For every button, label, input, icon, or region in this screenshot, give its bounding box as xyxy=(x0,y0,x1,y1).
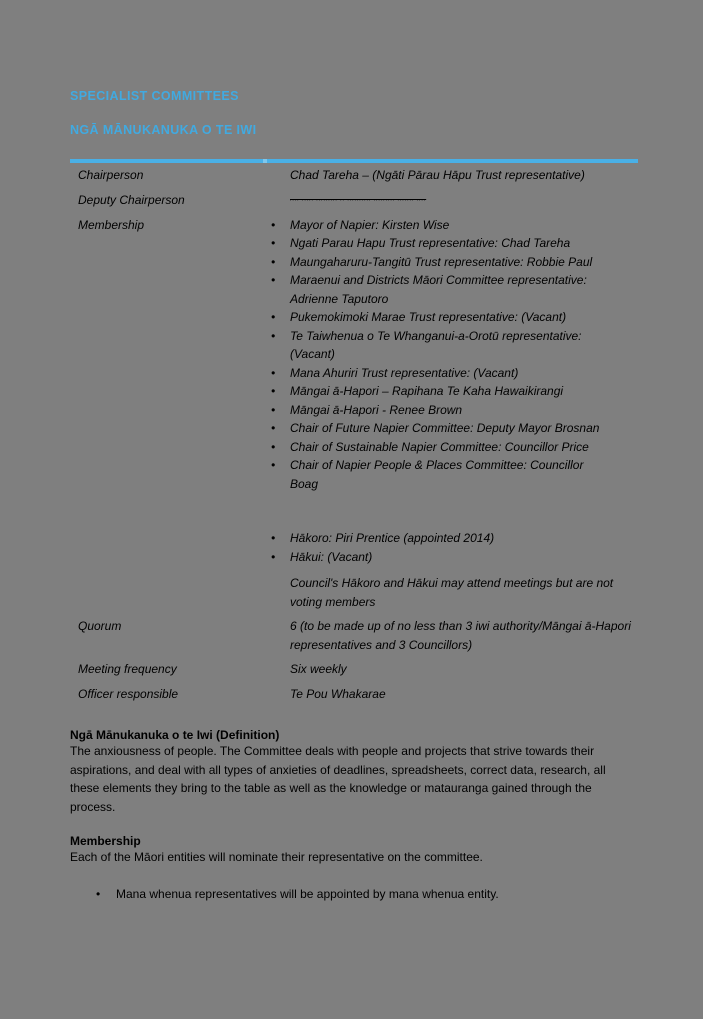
membership-note: Council's Hākoro and Hākui may attend meetings but are not voting members xyxy=(290,576,614,609)
kaumatua-bullet-list xyxy=(290,529,638,566)
officer-responsible-label: Officer responsible xyxy=(78,686,179,701)
table-row-deputy-chairperson xyxy=(70,188,638,213)
membership-item: • Mayor of Napier: Kirsten Wise xyxy=(290,216,614,235)
quorum-value: 6 (to be made up of no less than 3 iwi authority/Māngai ā-Hapori representatives and 3 Councillors) xyxy=(290,619,631,652)
membership-item: • Chair of Future Napier Committee: Deputy Mayor Brosnan xyxy=(290,419,614,438)
membership-item: • Pukemokimoki Marae Trust representative: (Vacant) xyxy=(290,308,614,327)
definition-heading: Ngā Mānukanuka o te Iwi (Definition) xyxy=(70,728,280,743)
kaumatua-item: • Hākoro: Piri Prentice (appointed 2014) xyxy=(290,529,614,548)
membership-item: • Māngai ā-Hapori – Rapihana Te Kaha Hawaikirangi xyxy=(290,382,614,401)
meeting-frequency-value: Six weekly xyxy=(290,662,347,677)
definition-body: The anxiousness of people. The Committee deals with people and projects that strive towards their aspirations, and deal with all types of anxieties of deadlines, spreadsheets, correct data, research, all these elements they bring to the table as well as the knowledge or matauranga gained through the process. xyxy=(70,744,606,814)
committee-table xyxy=(70,159,638,706)
table-row-meeting-frequency xyxy=(70,657,638,682)
quorum-label: Quorum xyxy=(78,619,122,634)
deputy-chairperson-label: Deputy Chairperson xyxy=(78,192,185,207)
membership-label: Membership xyxy=(78,217,145,232)
membership-section-bullet-list xyxy=(70,885,638,904)
membership-item: • Maungaharuru-Tangitū Trust representative: Robbie Paul xyxy=(290,253,614,272)
membership-value xyxy=(264,216,638,612)
membership-item: • Chair of Sustainable Napier Committee: Councillor Price xyxy=(290,438,614,457)
meeting-frequency-label: Meeting frequency xyxy=(78,662,177,677)
table-row-membership xyxy=(70,213,638,615)
membership-item: • Te Taiwhenua o Te Whanganui-a-Orotū representative: (Vacant) xyxy=(290,327,614,364)
chairperson-value: Chad Tareha – (Ngāti Pārau Hāpu Trust representative) xyxy=(290,168,585,182)
table-row-chairperson xyxy=(70,163,638,188)
table-row-quorum xyxy=(70,614,638,657)
section-heading: SPECIALIST COMMITTEES xyxy=(70,89,239,103)
membership-item: • Maraenui and Districts Māori Committee representative: Adrienne Taputoro xyxy=(290,271,614,308)
officer-responsible-value: Te Pou Whakarae xyxy=(290,686,386,701)
redacted-strikethrough-text: .... ..... ......... .. .......... ......... ....... .... xyxy=(290,197,427,204)
membership-section-heading: Membership xyxy=(70,834,141,849)
kaumatua-item: • Hākui: (Vacant) xyxy=(290,548,614,567)
membership-section-body: Each of the Māori entities will nominate their representative on the committee. xyxy=(70,850,483,865)
membership-item: • Māngai ā-Hapori - Renee Brown xyxy=(290,401,614,420)
chairperson-label: Chairperson xyxy=(78,168,144,182)
membership-item: • Mana Ahuriri Trust representative: (Vacant) xyxy=(290,364,614,383)
membership-bullet-list xyxy=(290,216,638,494)
committee-heading: NGĀ MĀNUKANUKA O TE IWI xyxy=(70,123,257,137)
deputy-chairperson-value xyxy=(264,191,638,210)
membership-item: • Ngati Parau Hapu Trust representative: Chad Tareha xyxy=(290,234,614,253)
table-row-officer-responsible xyxy=(70,682,638,707)
membership-item: • Chair of Napier People & Places Committee: Councillor Boag xyxy=(290,456,614,493)
membership-section-bullet: • Mana whenua representatives will be appointed by mana whenua entity. xyxy=(70,885,638,904)
